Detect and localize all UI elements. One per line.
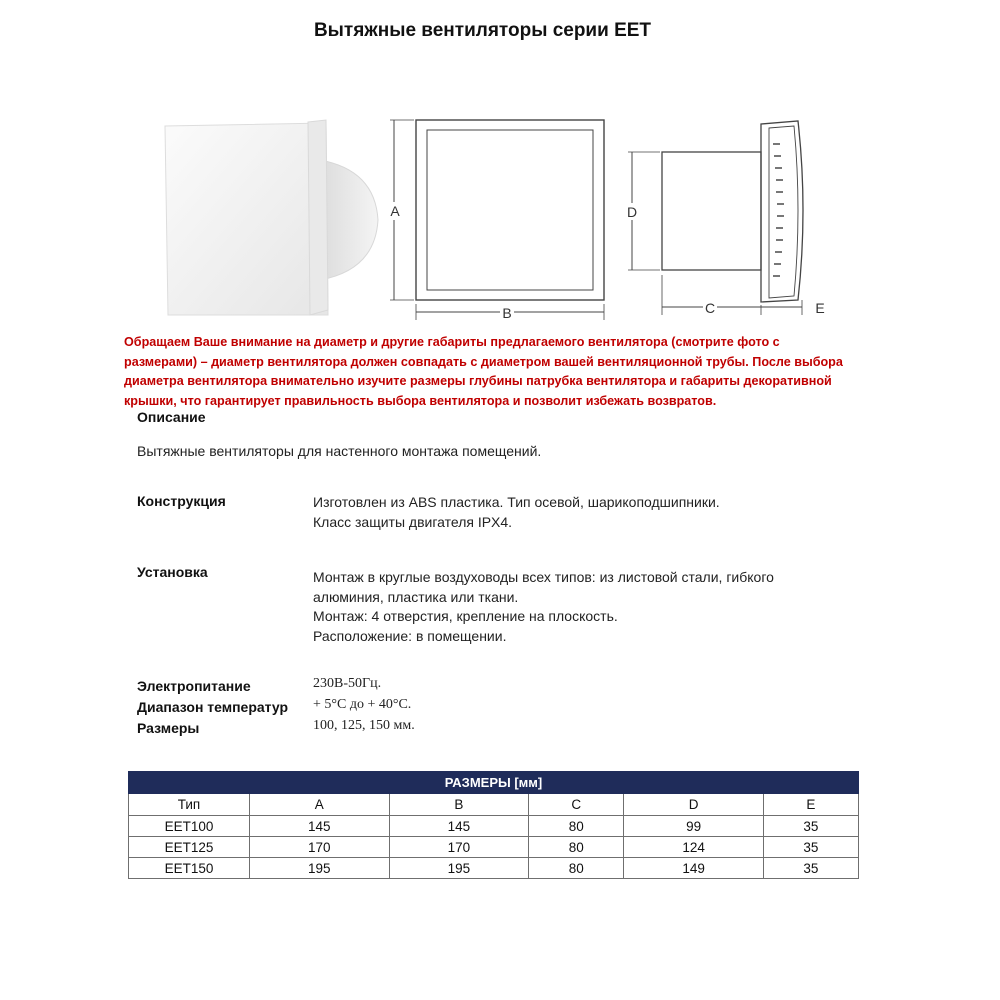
construction-line: Изготовлен из ABS пластика. Тип осевой, шарикоподшипники.: [313, 494, 720, 510]
installation-text: [313, 568, 774, 646]
dimension-c-label: C: [704, 300, 716, 316]
power-label: Электропитание: [137, 678, 251, 694]
dimension-d-label: D: [626, 204, 638, 220]
table-row: [129, 858, 859, 879]
warning-line: диаметра вентилятора внимательно изучите размеры глубины патрубка вентилятора и габариты декоративной: [124, 374, 832, 388]
temperature-value: + 5°С до + 40°С.: [313, 697, 412, 712]
construction-text: [313, 493, 720, 532]
installation-line: алюминия, пластика или ткани.: [313, 588, 519, 605]
table-cell: 99: [624, 816, 764, 837]
sizes-value: 100, 125, 150 мм.: [313, 718, 415, 733]
table-cell: 170: [250, 837, 390, 858]
table-cell: 80: [529, 816, 624, 837]
header-cell: A: [250, 794, 390, 816]
product-drawings: [150, 110, 840, 325]
description-title: Описание: [137, 409, 206, 425]
warning-line: Обращаем Ваше внимание на диаметр и другие габариты предлагаемого вентилятора (смотрите фото с: [124, 335, 780, 349]
table-row: [129, 816, 859, 837]
construction-title: Конструкция: [137, 493, 226, 509]
warning-line: крышки, что гарантирует правильность выбора вентилятора и позволит избежать возвратов.: [124, 393, 717, 408]
table-cell: 124: [624, 837, 764, 858]
sizes-label: Размеры: [137, 720, 200, 736]
installation-title: Установка: [137, 564, 208, 580]
table-header-row: [129, 794, 859, 816]
table-cell: EET150: [129, 858, 250, 879]
table-cell: 195: [389, 858, 529, 879]
header-cell: D: [624, 794, 764, 816]
temperature-label: Диапазон температур: [137, 699, 289, 715]
side-view-drawing: [628, 121, 803, 315]
table-cell: 80: [529, 837, 624, 858]
table-cell: 35: [763, 837, 858, 858]
table-cell: 170: [389, 837, 529, 858]
table-cell: EET125: [129, 837, 250, 858]
table-cell: 195: [250, 858, 390, 879]
header-cell: B: [389, 794, 529, 816]
fan-photo: [165, 120, 378, 315]
table-cell: 145: [250, 816, 390, 837]
installation-line: Монтаж в круглые воздуховоды всех типов: из листовой стали, гибкого: [313, 569, 774, 585]
front-view-drawing: [390, 120, 604, 320]
description-line: Вытяжные вентиляторы для настенного монтажа помещений.: [137, 443, 542, 459]
table-cell: 35: [763, 816, 858, 837]
table-row: [129, 837, 859, 858]
installation-line: Расположение: в помещении.: [313, 627, 507, 644]
warning-notice: [124, 333, 864, 411]
construction-line: Класс защиты двигателя IPX4.: [313, 513, 513, 530]
header-cell: E: [763, 794, 858, 816]
warning-line: размерами) – диаметр вентилятора должен совпадать с диаметром вашей вентиляционной трубы. После выбора: [124, 354, 843, 369]
table-cell: 35: [763, 858, 858, 879]
header-cell: C: [529, 794, 624, 816]
side-view-grille: [773, 144, 784, 276]
table-cell: EET100: [129, 816, 250, 837]
header-cell: Тип: [129, 794, 250, 816]
description-text: [137, 442, 541, 462]
installation-line: Монтаж: 4 отверстия, крепление на плоскость.: [313, 608, 618, 624]
table-cell: 80: [529, 858, 624, 879]
table-cell: 149: [624, 858, 764, 879]
table-cell: 145: [389, 816, 529, 837]
dimension-e-label: E: [815, 300, 825, 316]
dimension-a-label: A: [390, 203, 400, 219]
page-title: Вытяжные вентиляторы серии EET: [313, 20, 652, 41]
table-banner: РАЗМЕРЫ [мм]: [129, 772, 859, 794]
power-value: 230В-50Гц.: [313, 676, 382, 691]
dimensions-table: [128, 771, 859, 879]
dimension-b-label: B: [502, 305, 512, 321]
